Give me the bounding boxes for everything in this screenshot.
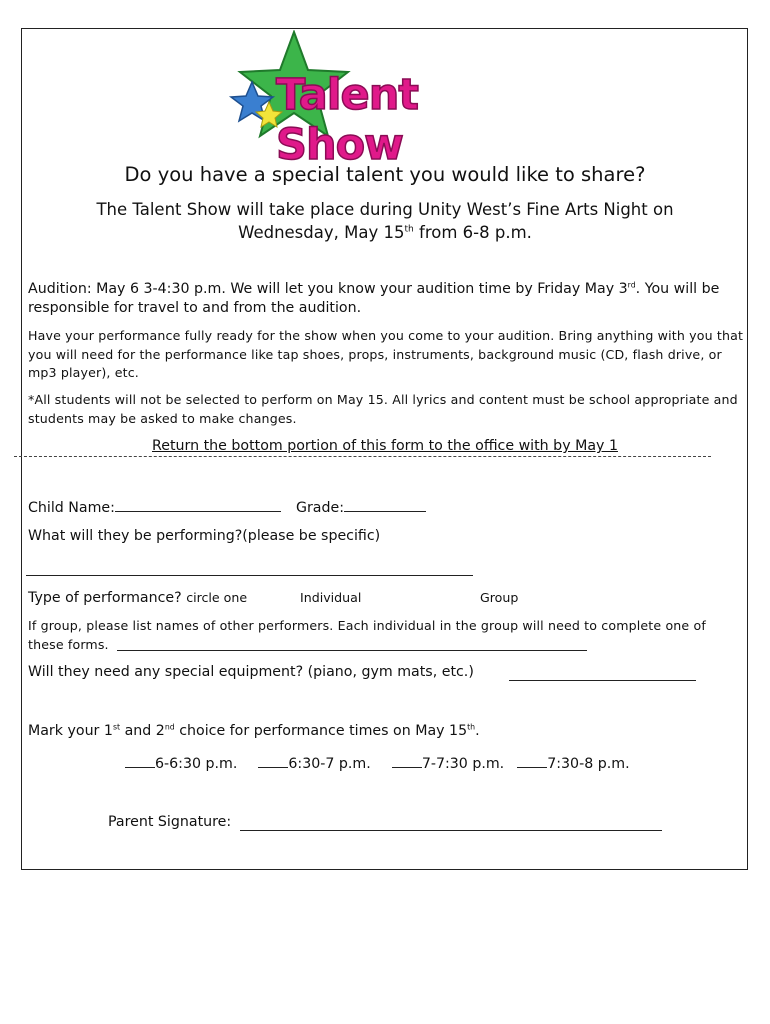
choice-mid: and 2 [120,723,165,739]
intro-question: Do you have a special talent you would like to share? [124,163,646,186]
child-name-label: Child Name: [28,500,115,516]
choice-sup-2: nd [164,722,175,732]
group-text [28,617,744,654]
choice-sup-3: th [467,722,476,732]
time-choice-field[interactable] [392,753,422,768]
signature-field[interactable] [240,830,662,831]
group-text-content: If group, please list names of other performers. Each individual in the group will need to complete one of these forms. [28,618,706,652]
type-row [28,588,743,608]
equipment-field[interactable] [509,680,696,681]
event-date-sup: th [404,224,414,235]
performing-field[interactable] [26,575,473,576]
choice-pre: Mark your 1 [28,723,113,739]
time-choice-field[interactable] [517,753,547,768]
choice-post: . [475,723,480,739]
audition-text [28,280,743,318]
time-choice-field[interactable] [258,753,288,768]
option-individual[interactable]: Individual [300,590,362,605]
circle-one-label: circle one [186,590,248,605]
return-instructions [0,438,770,454]
signature-label: Parent Signature: [108,814,232,830]
event-line-2 [0,223,770,242]
option-group[interactable]: Group [480,590,519,605]
time-choice-field[interactable] [125,753,155,768]
choice-instructions [28,722,743,741]
choice-sup-1: st [112,722,121,732]
child-name-field[interactable] [115,497,281,512]
child-name-row [28,497,743,518]
time-option: 6-6:30 p.m. [155,756,238,772]
group-members-field[interactable] [117,650,587,651]
logo-title: Talent Show [276,70,418,170]
audition-sup: rd [627,280,636,290]
grade-field[interactable] [344,497,426,512]
type-label: Type of performance? [28,590,182,606]
note-text: *All students will not be selected to perform on May 15. All lyrics and content must be school appropriate and students may be asked to make changes. [28,392,738,426]
event-date: Wednesday, May 15 [238,223,405,242]
grade-label: Grade: [295,500,345,516]
time-options-row [125,753,725,774]
ready-text: Have your performance fully ready for the show when you come to your audition. Bring anything with you that you will need for the performance like tap shoes, props, instruments, background music (CD, flash drive, or mp3 player), etc. [28,328,744,380]
time-option: 6:30-7 p.m. [288,756,371,772]
audition-post: . You will be responsible for travel to and from the audition. [28,281,720,316]
talent-show-logo [224,30,554,170]
performing-label: What will they be performing?(please be specific) [28,528,381,544]
event-line-1: The Talent Show will take place during Unity West’s Fine Arts Night on [96,200,674,219]
event-time: from 6-8 p.m. [413,223,532,242]
time-option: 7:30-8 p.m. [547,756,630,772]
time-option: 7-7:30 p.m. [421,756,505,772]
choice-post-pre: choice for performance times on May 15 [174,723,468,739]
cut-line [14,456,711,457]
audition-pre: Audition: May 6 3-4:30 p.m. We will let you know your audition time by Friday May 3 [28,281,628,297]
equipment-label: Will they need any special equipment? (piano, gym mats, etc.) [28,664,474,680]
return-text: Return the bottom portion of this form to the office with by May 1 [152,438,618,454]
